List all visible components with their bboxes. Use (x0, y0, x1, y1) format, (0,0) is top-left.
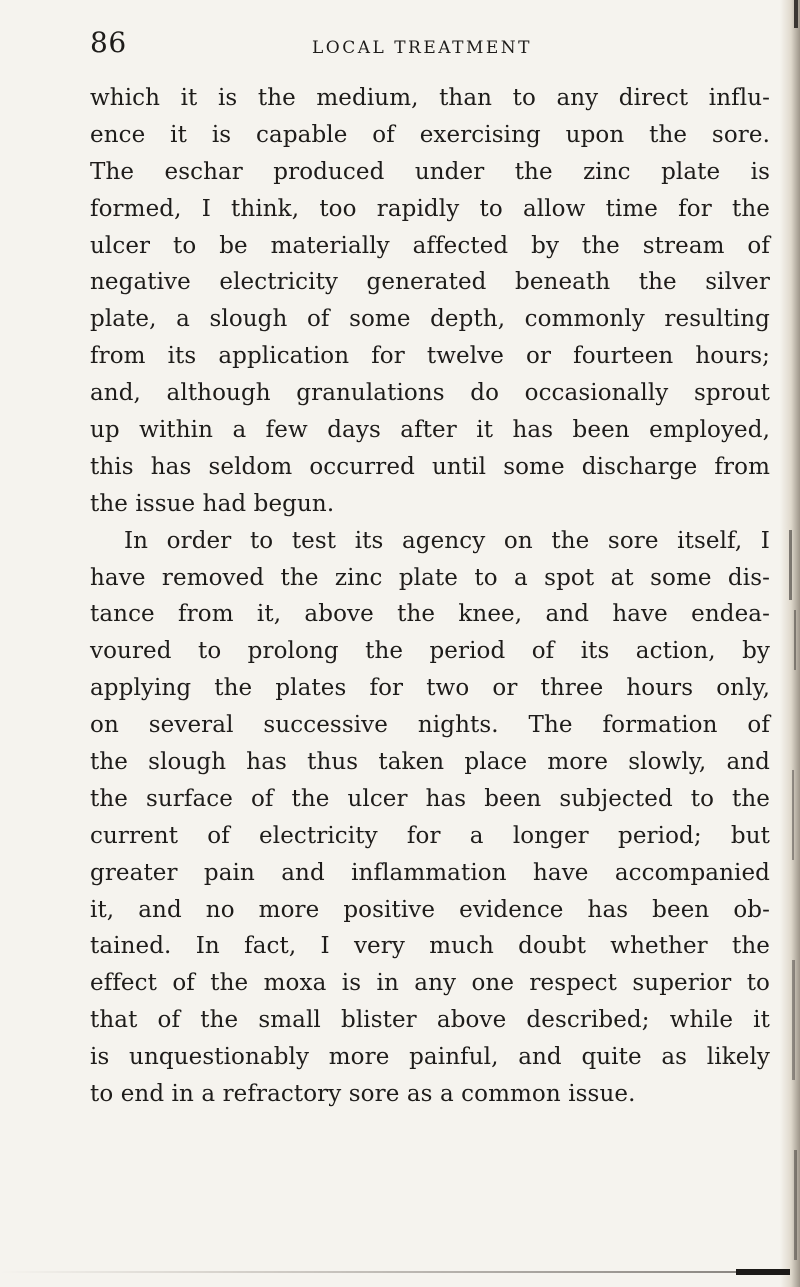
text-line: current of electricity for a longer period; but (90, 822, 770, 849)
paragraph (90, 523, 770, 1113)
text-line: greater pain and inflammation have accompanied (90, 859, 770, 886)
text-line: which it is the medium, than to any direct influ- (90, 85, 770, 111)
page-edge-shadow (780, 0, 800, 1287)
edge-mark (794, 0, 798, 28)
text-line: tained. In fact, I very much doubt whether the (90, 933, 770, 960)
page-number: 86 (90, 26, 127, 59)
text-line: have removed the zinc plate to a spot at some dis- (90, 564, 770, 591)
text-line: voured to prolong the period of its action, by (90, 638, 770, 665)
text-line: it, and no more positive evidence has been ob- (90, 896, 770, 923)
text-line: and, although granulations do occasionally sprout (90, 380, 770, 407)
running-head: LOCAL TREATMENT (312, 38, 532, 58)
text-line: from its application for twelve or fourteen hours; (90, 343, 770, 370)
edge-mark (794, 1150, 797, 1260)
text-line: the surface of the ulcer has been subjected to the (90, 785, 770, 812)
edge-mark (792, 770, 794, 860)
text-line: to end in a refractory sore as a common issue. (90, 1081, 636, 1108)
page-bottom-edge (0, 1271, 770, 1273)
page-header (90, 26, 770, 66)
edge-mark (736, 1269, 790, 1275)
text-line: ence it is capable of exercising upon the sore. (90, 121, 770, 148)
text-line: tance from it, above the knee, and have endea- (90, 601, 770, 628)
text-line: on several successive nights. The formation of (90, 712, 770, 739)
body-text (90, 80, 770, 1113)
paragraph (90, 80, 770, 523)
text-line: The eschar produced under the zinc plate is (90, 158, 770, 185)
edge-mark (792, 960, 795, 1080)
text-line: formed, I think, too rapidly to allow time for the (90, 195, 770, 222)
edge-mark (794, 610, 796, 670)
text-line: plate, a slough of some depth, commonly resulting (90, 306, 770, 333)
text-line: effect of the moxa is in any one respect superior to (90, 970, 770, 997)
text-line: the slough has thus taken place more slowly, and (90, 749, 770, 776)
text-line: ulcer to be materially affected by the stream of (90, 232, 770, 259)
text-line: In order to test its agency on the sore itself, I (124, 527, 770, 554)
text-line: up within a few days after it has been employed, (90, 417, 770, 444)
text-line: is unquestionably more painful, and quite as likely (90, 1044, 770, 1071)
text-line: the issue had begun. (90, 490, 335, 517)
text-line: negative electricity generated beneath the silver (90, 269, 770, 296)
text-line: this has seldom occurred until some discharge from (90, 453, 770, 480)
text-line: that of the small blister above described; while it (90, 1007, 770, 1034)
text-line: applying the plates for two or three hours only, (90, 675, 770, 702)
edge-mark (789, 530, 792, 600)
